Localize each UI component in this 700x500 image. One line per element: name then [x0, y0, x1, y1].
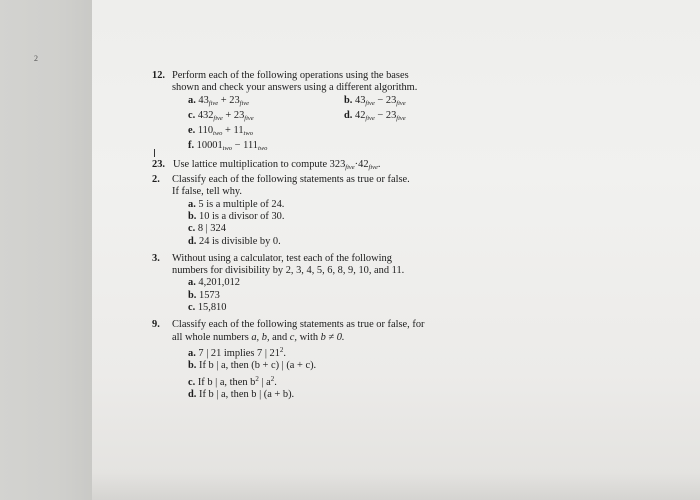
problem-stem: If false, tell why.: [172, 186, 243, 198]
operation-e: e. $110_{two} + 11_{two}$: [188, 125, 253, 138]
page-mark: 2: [34, 54, 38, 63]
problem-stem: numbers for divisibility by 2, 3, 4, 5, 6, 8, 9, 10, and 11.: [172, 265, 405, 277]
operation-row: [152, 95, 572, 110]
operation-f: f. $10001_{two} - 111_{two}$: [188, 140, 268, 153]
statement-item: c. 8 | 324: [188, 223, 226, 235]
problem-stem: Classify each of the following statements as true or false.: [172, 174, 410, 186]
operation-c: c. $432_{five} + 23_{five}$: [188, 109, 254, 122]
statement-item: d. 24 is divisible by 0.: [188, 235, 281, 247]
operation-b: b. $43_{five} - 23_{five}$: [344, 94, 406, 107]
problem-stem: all whole numbers a, b, and c, with b ≠ 0.: [172, 331, 345, 343]
statement-item: c. If b | a, then $b^2$ | $a^2$.: [188, 374, 277, 388]
problem-23: 23. Use lattice multiplication to compute $323_{five}\cdot 42_{five}$.: [152, 158, 381, 171]
problem-number: 9.: [152, 319, 160, 331]
problem-2: [152, 174, 572, 248]
statement-item: a. 7 | 21 implies 7 | $21^2$.: [188, 345, 287, 359]
statement-item: d. If b | a, then b | (a + b).: [188, 388, 295, 400]
problem-3: [152, 253, 572, 314]
operation-d: d. $42_{five} - 23_{five}$: [344, 109, 406, 122]
left-margin: [0, 0, 92, 500]
problem-number: 2.: [152, 174, 160, 186]
statement-item: b. 10 is a divisor of 30.: [188, 210, 285, 222]
problem-number: 3.: [152, 252, 160, 264]
textbook-page: [92, 0, 700, 500]
problem-9: [152, 319, 572, 401]
problem-number: 23.: [152, 158, 165, 170]
statement-item: a. 5 is a multiple of 24.: [188, 198, 285, 210]
problem-stem: shown and check your answers using a different algorithm.: [172, 82, 418, 94]
operation-a: a. $43_{five} + 23_{five}$: [188, 94, 250, 107]
statement-item: b. If b | a, then (b + c) | (a + c).: [188, 360, 317, 372]
problem-stem: Classify each of the following statements as true or false, for: [172, 319, 425, 331]
operation-row: [152, 110, 572, 125]
number-item: c. 15,810: [188, 302, 227, 314]
problem-stem: Perform each of the following operations using the bases: [172, 70, 409, 81]
problem-12: [152, 70, 572, 156]
number-item: b. 1573: [188, 289, 220, 301]
exercise-list: [152, 70, 572, 401]
problem-number: 12.: [152, 70, 165, 81]
problem-stem: Without using a calculator, test each of the following: [172, 252, 392, 264]
number-item: a. 4,201,012: [188, 277, 240, 289]
